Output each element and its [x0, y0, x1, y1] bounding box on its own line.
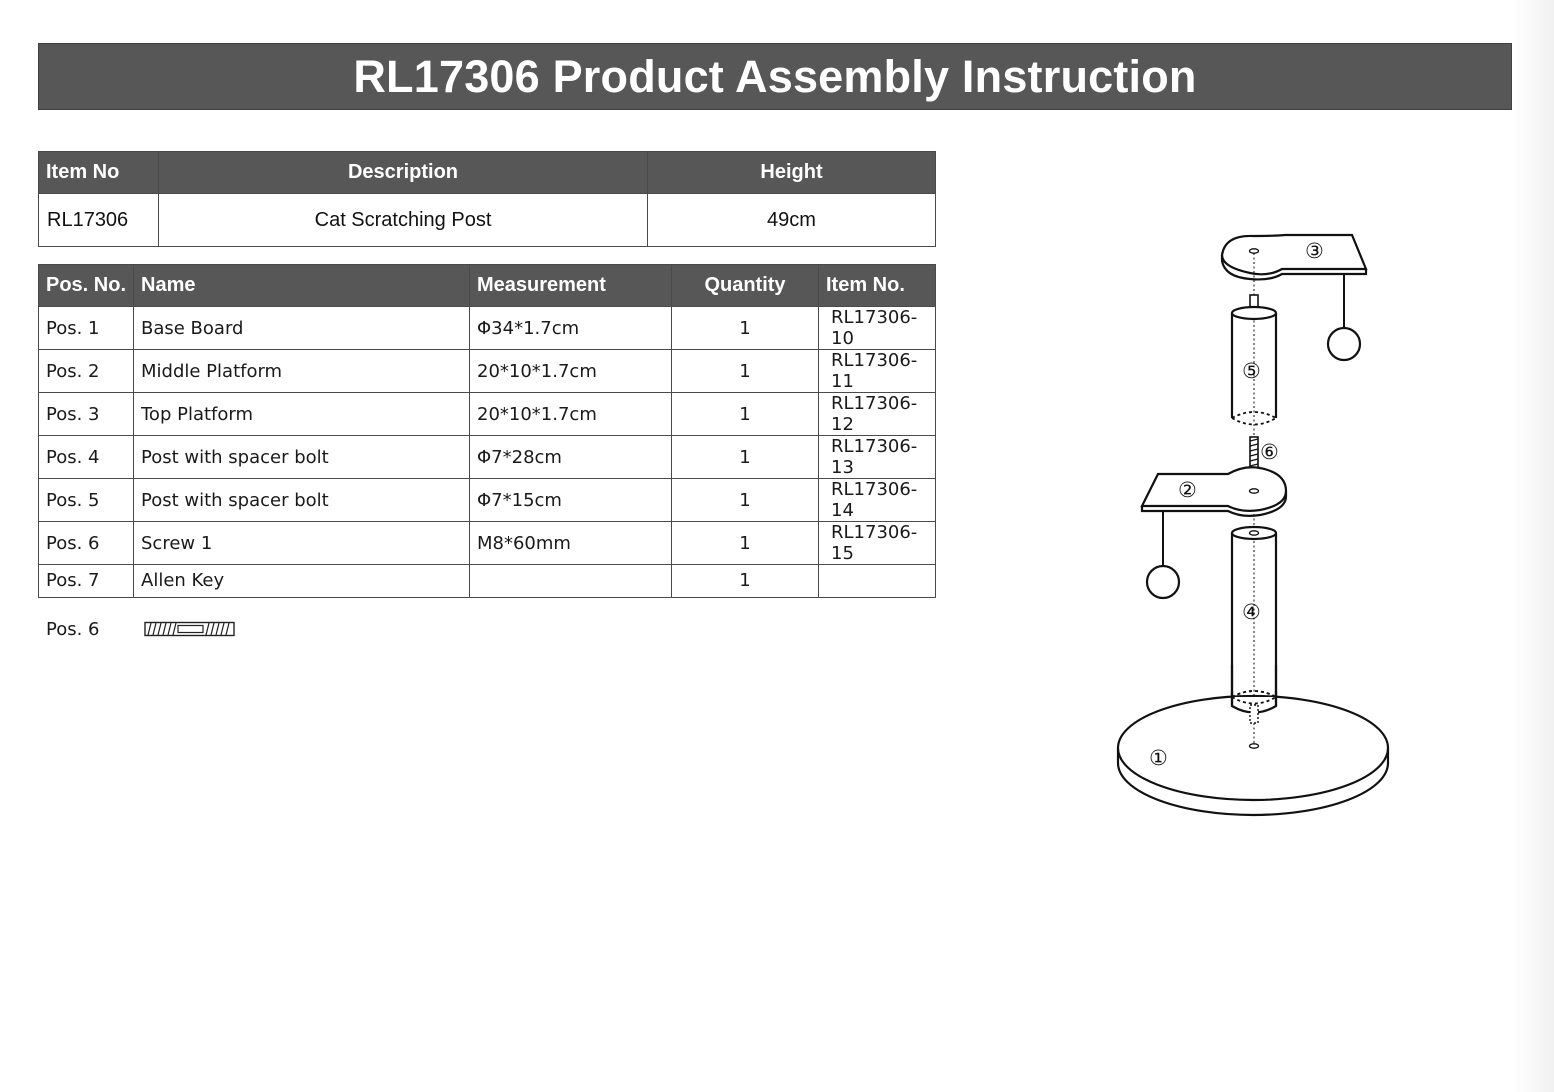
base-board-shape [1118, 665, 1388, 815]
title-bar [38, 43, 1512, 110]
item-no-cell: RL17306-14 [819, 479, 936, 522]
label-middle-platform: ② [1178, 478, 1197, 502]
item-table-header-row [39, 152, 936, 194]
measurement-cell: 20*10*1.7cm [470, 393, 672, 436]
header-height: Height [648, 152, 936, 194]
table-row [39, 307, 936, 350]
parts-table [38, 264, 936, 598]
table-row [39, 479, 936, 522]
item-no-cell [819, 565, 936, 598]
pos-cell: Pos. 3 [39, 393, 134, 436]
name-cell: Base Board [134, 307, 470, 350]
pos-cell: Pos. 1 [39, 307, 134, 350]
pos-cell: Pos. 2 [39, 350, 134, 393]
pos-cell: Pos. 7 [39, 565, 134, 598]
pos-cell: Pos. 6 [39, 522, 134, 565]
assembly-diagram [1110, 225, 1410, 825]
label-top-platform: ③ [1305, 239, 1324, 263]
description-cell: Cat Scratching Post [159, 194, 648, 247]
measurement-cell: 20*10*1.7cm [470, 350, 672, 393]
label-screw: ⑥ [1260, 440, 1279, 464]
table-row [39, 350, 936, 393]
item-no-cell: RL17306-13 [819, 436, 936, 479]
label-post-short: ⑤ [1242, 359, 1261, 383]
quantity-cell: 1 [672, 307, 819, 350]
quantity-cell: 1 [672, 436, 819, 479]
header-quantity: Quantity [672, 265, 819, 307]
table-row [39, 436, 936, 479]
height-cell: 49cm [648, 194, 936, 247]
quantity-cell: 1 [672, 522, 819, 565]
parts-table-header-row [39, 265, 936, 307]
header-item-no: Item No [39, 152, 159, 194]
page-edge-shade [1512, 0, 1554, 1092]
screw-icon [144, 621, 236, 638]
item-no-cell: RL17306-11 [819, 350, 936, 393]
item-no-cell: RL17306 [39, 194, 159, 247]
measurement-cell: M8*60mm [470, 522, 672, 565]
quantity-cell: 1 [672, 393, 819, 436]
measurement-cell: Φ7*15cm [470, 479, 672, 522]
item-no-cell: RL17306-12 [819, 393, 936, 436]
label-base: ① [1149, 746, 1168, 770]
table-row [39, 522, 936, 565]
header-name: Name [134, 265, 470, 307]
measurement-cell: Φ7*28cm [470, 436, 672, 479]
quantity-cell: 1 [672, 350, 819, 393]
name-cell: Middle Platform [134, 350, 470, 393]
item-no-cell: RL17306-10 [819, 307, 936, 350]
name-cell: Allen Key [134, 565, 470, 598]
header-pos-no: Pos. No. [39, 265, 134, 307]
quantity-cell: 1 [672, 479, 819, 522]
measurement-cell: Φ34*1.7cm [470, 307, 672, 350]
top-platform-shape [1222, 235, 1366, 360]
header-item-no: Item No. [819, 265, 936, 307]
page-title: RL17306 Product Assembly Instruction [353, 50, 1197, 102]
pos-cell: Pos. 4 [39, 436, 134, 479]
header-description: Description [159, 152, 648, 194]
item-table-row [39, 194, 936, 247]
name-cell: Post with spacer bolt [134, 479, 470, 522]
item-no-cell: RL17306-15 [819, 522, 936, 565]
table-row [39, 393, 936, 436]
name-cell: Post with spacer bolt [134, 436, 470, 479]
measurement-cell [470, 565, 672, 598]
name-cell: Top Platform [134, 393, 470, 436]
name-cell: Screw 1 [134, 522, 470, 565]
header-measurement: Measurement [470, 265, 672, 307]
table-row [39, 565, 936, 598]
quantity-cell: 1 [672, 565, 819, 598]
hardware-pos6-label: Pos. 6 [46, 619, 100, 640]
item-summary-table [38, 151, 936, 247]
label-post-long: ④ [1242, 600, 1261, 624]
pos-cell: Pos. 5 [39, 479, 134, 522]
